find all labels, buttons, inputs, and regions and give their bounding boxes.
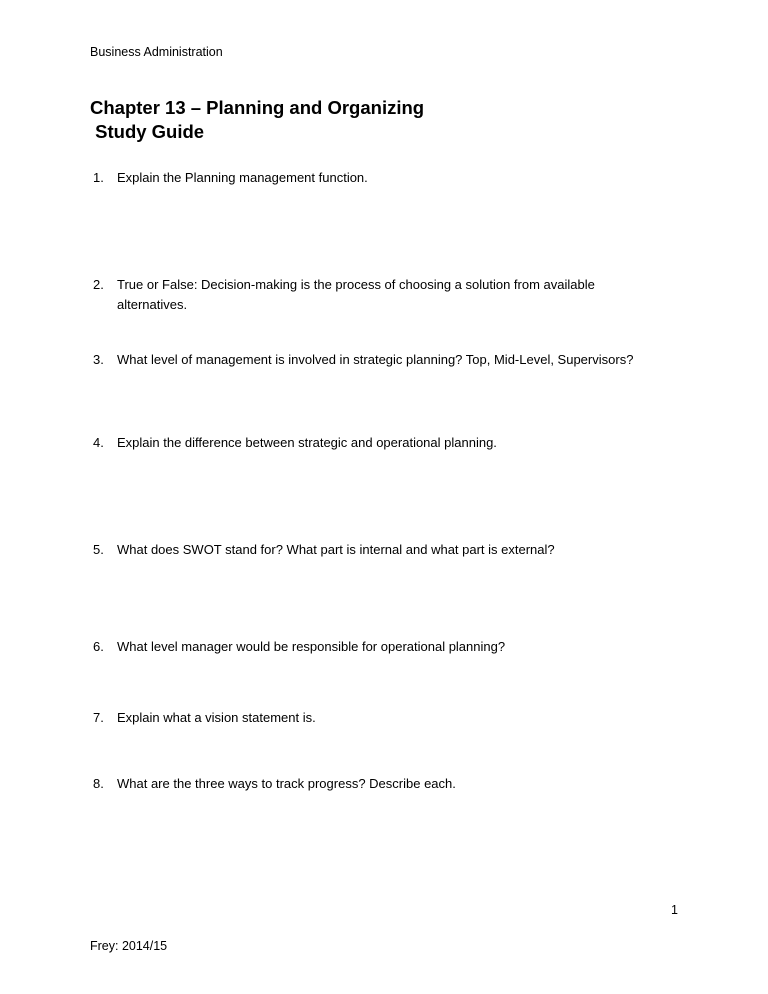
- page-number: 1: [671, 903, 678, 917]
- question-text: What level manager would be responsible for operational planning?: [117, 639, 506, 654]
- page-title: [90, 96, 424, 144]
- question-number: 1.: [93, 170, 104, 185]
- title-line-chapter: Chapter 13 – Planning and Organizing: [90, 97, 425, 118]
- question-number: 3.: [93, 352, 104, 367]
- question-text: What are the three ways to track progress? Describe each.: [117, 776, 456, 791]
- question-8: [93, 774, 662, 794]
- question-text: What does SWOT stand for? What part is internal and what part is external?: [117, 542, 555, 557]
- question-number: 5.: [93, 542, 104, 557]
- question-2: [93, 275, 662, 314]
- question-4: [93, 433, 662, 453]
- question-number: 7.: [93, 710, 104, 725]
- question-1: [93, 168, 662, 188]
- question-6: [93, 637, 662, 657]
- page-footer: Frey: 2014/15: [90, 939, 168, 953]
- question-text: Explain the difference between strategic and operational planning.: [117, 435, 497, 450]
- title-line-study-guide: Study Guide: [90, 121, 205, 142]
- question-7: [93, 708, 662, 728]
- question-text: True or False: Decision-making is the process of choosing a solution from available alternatives.: [117, 277, 595, 312]
- question-text: Explain the Planning management function.: [117, 170, 368, 185]
- question-3: [93, 350, 662, 370]
- question-number: 8.: [93, 776, 104, 791]
- question-number: 4.: [93, 435, 104, 450]
- question-text: Explain what a vision statement is.: [117, 710, 316, 725]
- question-number: 2.: [93, 277, 104, 292]
- question-5: [93, 540, 662, 560]
- question-text: What level of management is involved in strategic planning? Top, Mid-Level, Supervisors?: [117, 352, 634, 367]
- question-number: 6.: [93, 639, 104, 654]
- page-header: Business Administration: [90, 45, 223, 59]
